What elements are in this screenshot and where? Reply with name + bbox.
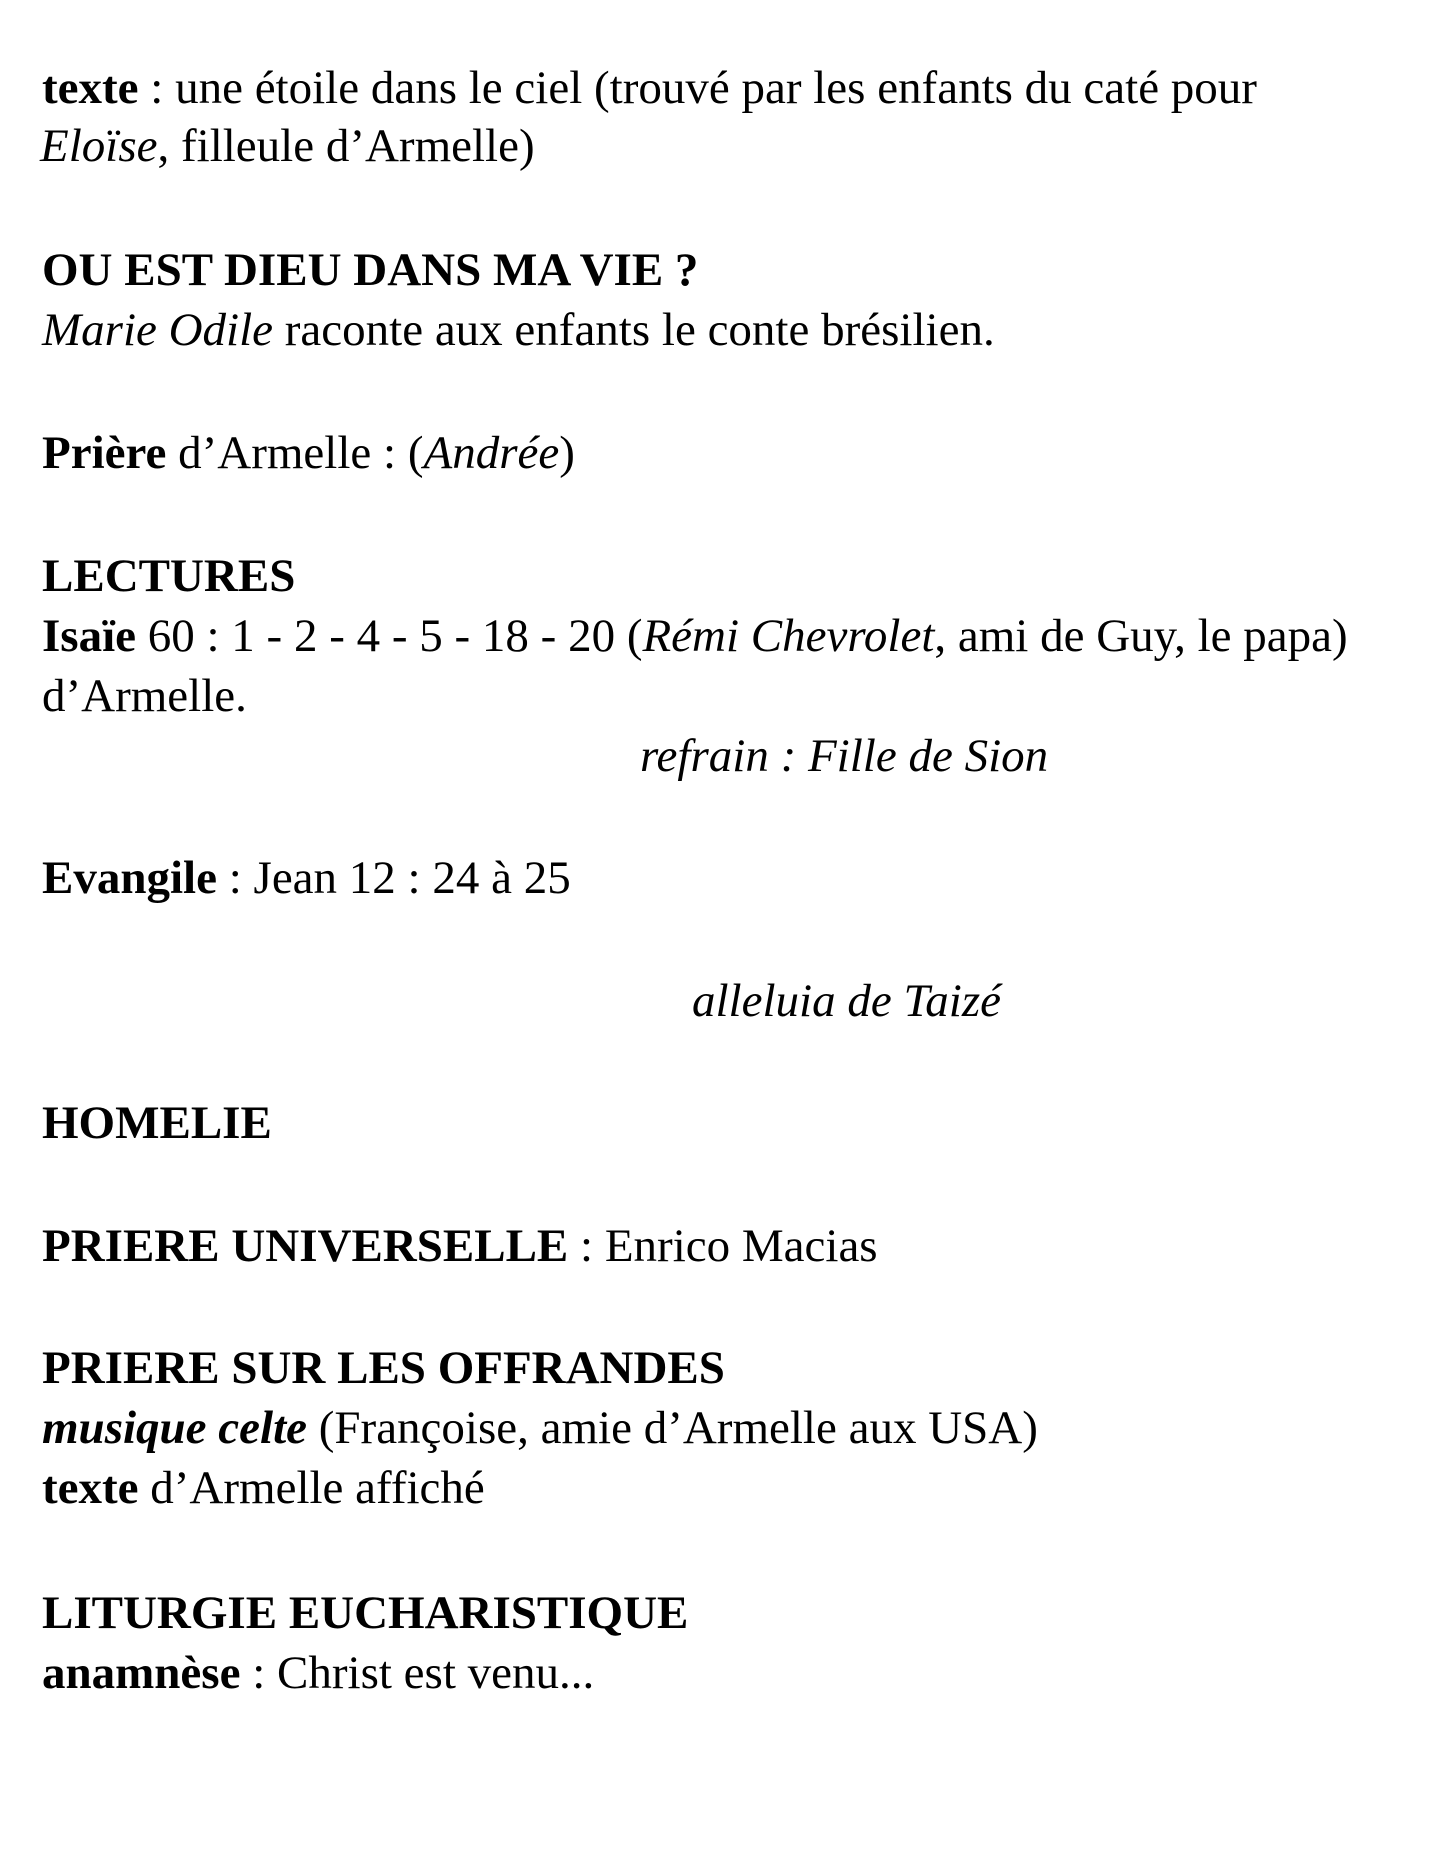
evangile-label: Evangile: [42, 852, 217, 904]
offrandes-music-note: (Françoise, amie d’Armelle aux USA): [307, 1402, 1038, 1454]
intro-line-2: [40, 118, 535, 174]
lectures-refs: 60 : 1 - 2 - 4 - 5 - 18 - 20 (: [136, 610, 643, 662]
priere-line: [42, 425, 575, 481]
liturgie-line: [42, 1645, 594, 1701]
heading-offrandes: PRIERE SUR LES OFFRANDES: [42, 1342, 725, 1394]
heading-liturgie: LITURGIE EUCHARISTIQUE: [42, 1587, 689, 1639]
priere-universelle-text: : Enrico Macias: [568, 1220, 878, 1272]
heading-lectures: LECTURES: [42, 550, 296, 602]
heading-priere-universelle: PRIERE UNIVERSELLE: [42, 1220, 569, 1272]
evangile-line: [42, 850, 571, 906]
offrandes-text-line: [42, 1460, 485, 1516]
intro-text-2: , filleule d’Armelle): [157, 120, 535, 172]
offrandes-music-line: [42, 1400, 1038, 1456]
lectures-reader: Rémi Chevrolet: [642, 610, 935, 662]
lectures-refrain: refrain : Fille de Sion: [640, 730, 1049, 782]
heading-homelie: HOMELIE: [42, 1097, 272, 1149]
ou-est-dieu-text: raconte aux enfants le conte brésilien.: [273, 304, 995, 356]
lectures-book: Isaïe: [42, 610, 136, 662]
priere-label: Prière: [42, 427, 167, 479]
offrandes-music: musique celte: [42, 1402, 307, 1454]
priere-close: ): [559, 427, 575, 479]
intro-name: Eloïse: [40, 120, 158, 172]
offrandes-label: texte: [42, 1462, 139, 1514]
intro-line-1: [42, 60, 1257, 116]
lectures-line-2: d’Armelle.: [42, 670, 247, 722]
liturgie-label: anamnèse: [42, 1647, 241, 1699]
heading-ou-est-dieu: OU EST DIEU DANS MA VIE ?: [42, 244, 699, 296]
liturgie-text: : Christ est venu...: [240, 1647, 595, 1699]
intro-text: : une étoile dans le ciel (trouvé par les enfants du caté pour: [138, 62, 1257, 114]
offrandes-text: d’Armelle affiché: [138, 1462, 485, 1514]
evangile-text: : Jean 12 : 24 à 25: [216, 852, 571, 904]
lectures-line-1: [42, 608, 1348, 664]
priere-text: d’Armelle : (: [166, 427, 424, 479]
priere-universelle-line: [42, 1218, 878, 1274]
lectures-reader-note: , ami de Guy, le papa): [934, 610, 1348, 662]
ou-est-dieu-name: Marie Odile: [42, 304, 274, 356]
evangile-song: alleluia de Taizé: [692, 975, 1001, 1027]
priere-name: Andrée: [423, 427, 560, 479]
intro-label: texte: [42, 62, 139, 114]
ou-est-dieu-line: [42, 302, 995, 358]
